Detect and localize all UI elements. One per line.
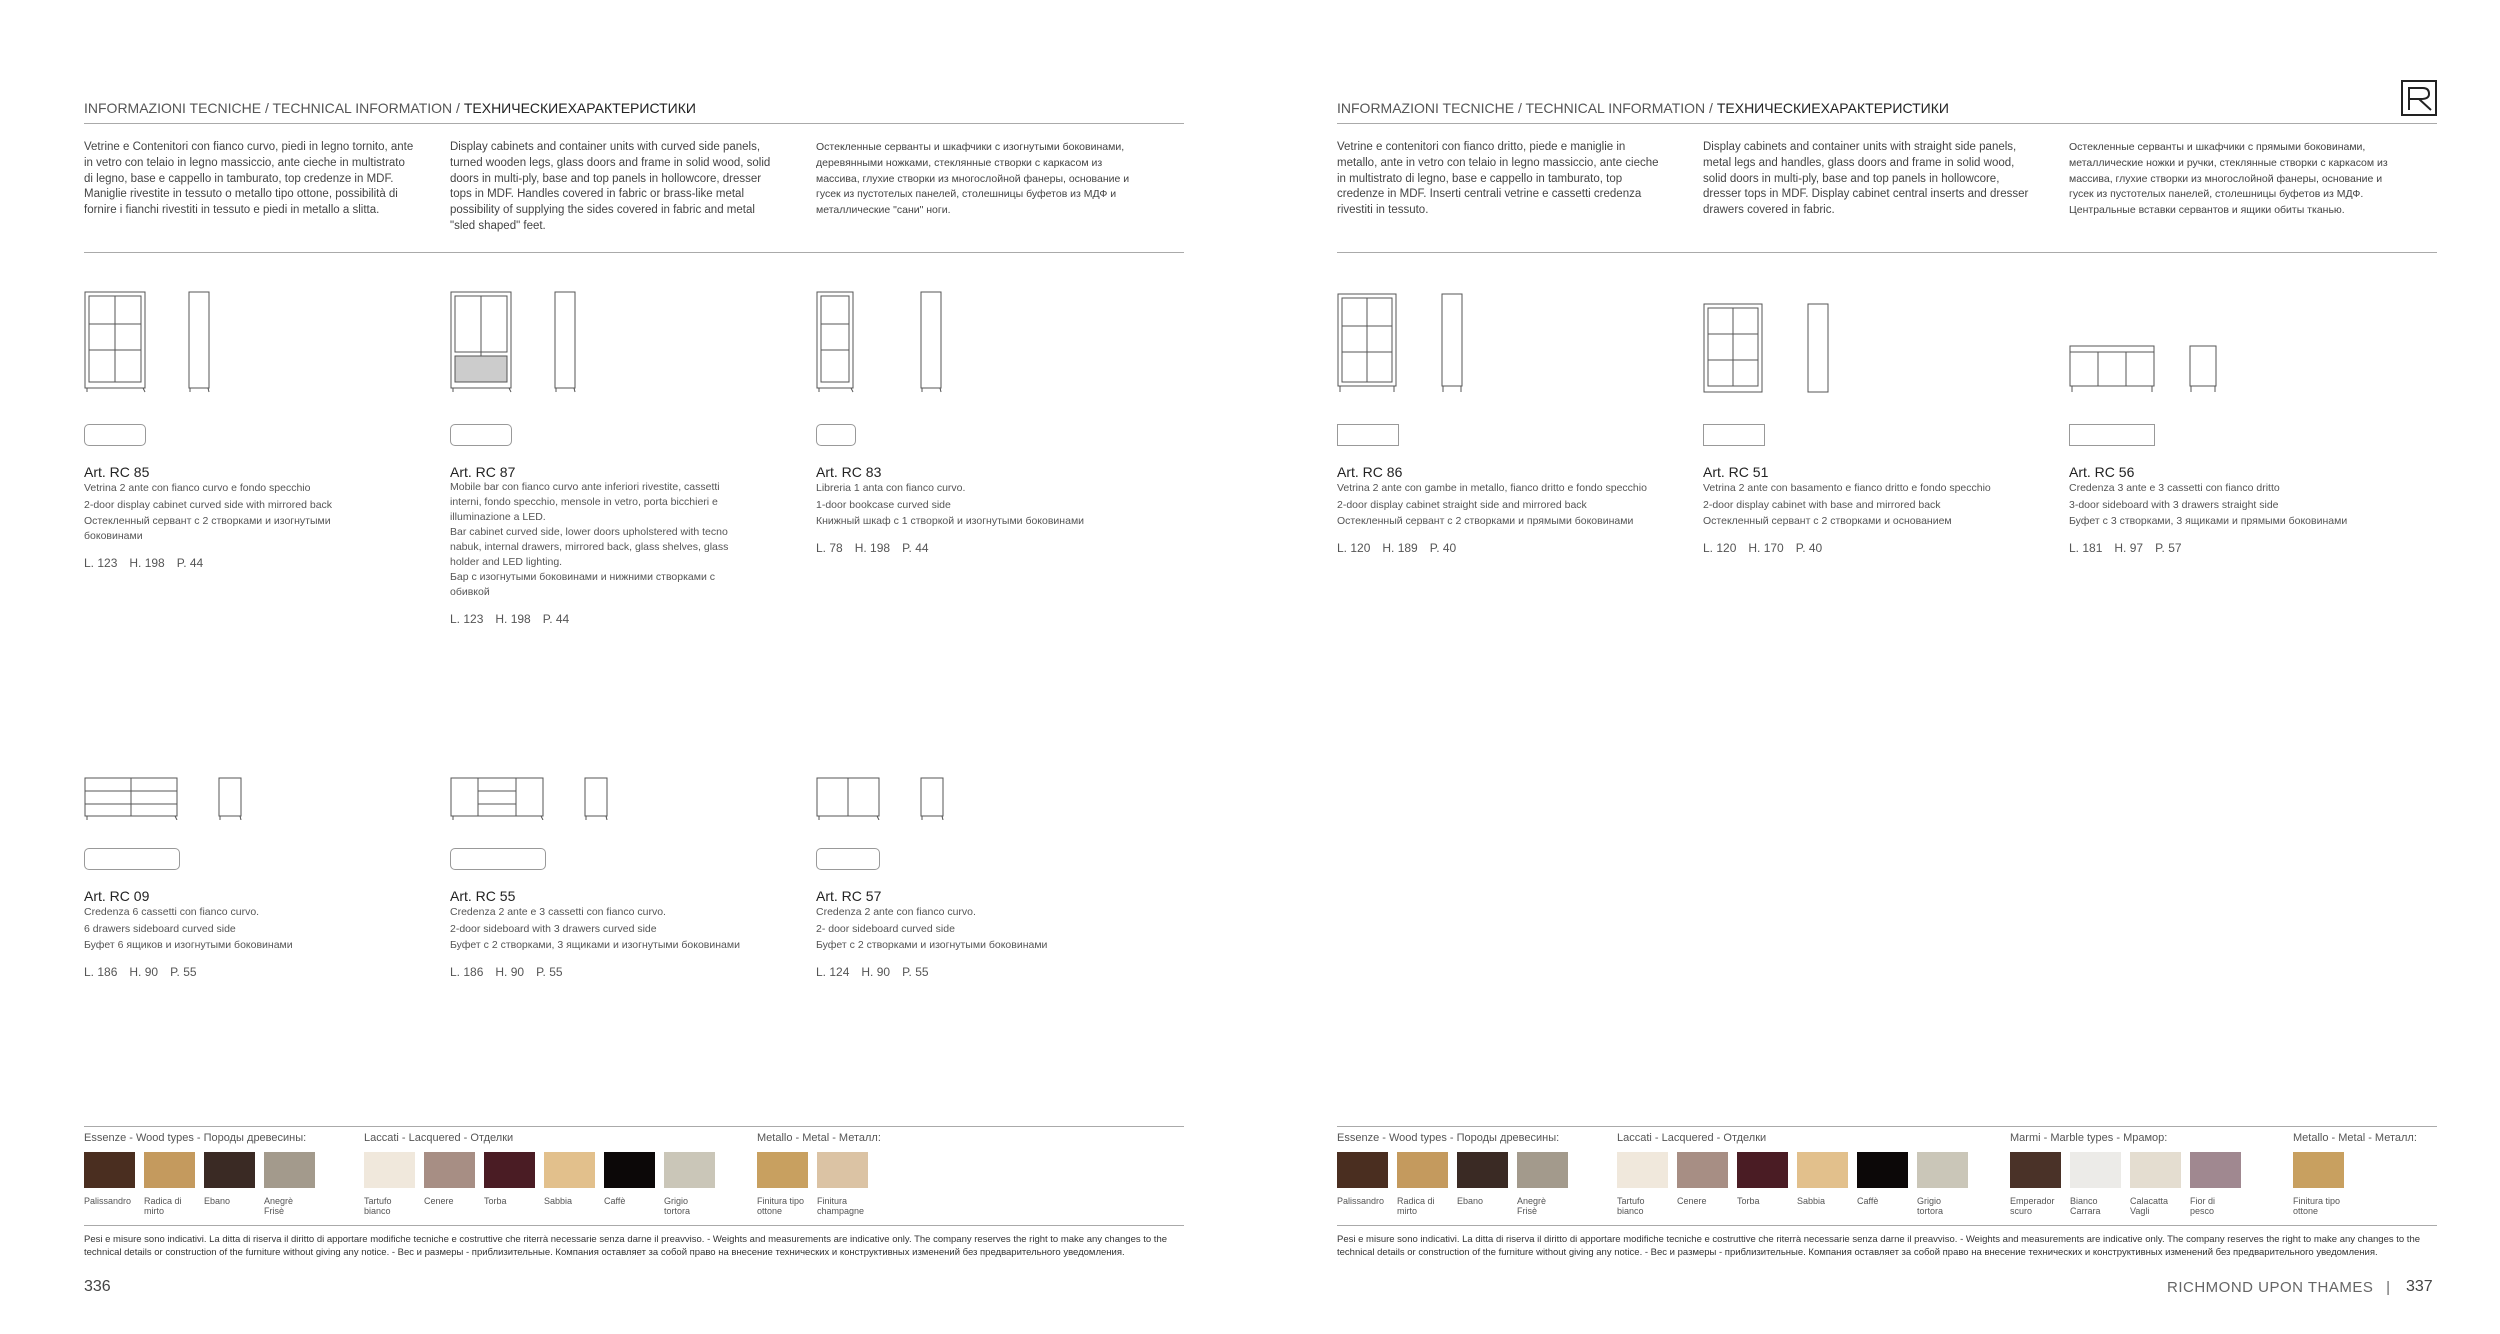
section-header: INFORMAZIONI TECNICHE / TECHNICAL INFORMATION / ТЕХНИЧЕСКИЕХАРАКТЕРИСТИКИ xyxy=(1337,100,1949,116)
finish-tag xyxy=(84,424,146,446)
swatch: Ebano xyxy=(1457,1152,1508,1216)
cabinet-drawing xyxy=(84,288,224,398)
lacquer-swatches: Laccati - Lacquered - Отделки Tartufo bianco Cenere Torba Sabbia Caffè Grigio tortora xyxy=(1617,1132,1968,1216)
swatch: Palissandro xyxy=(84,1152,135,1216)
item-desc-en: 2- door sideboard curved side xyxy=(816,923,955,935)
cabinet-drawing xyxy=(1337,288,1477,398)
divider xyxy=(84,1225,1184,1226)
divider xyxy=(1337,252,2437,253)
product-rc83 xyxy=(816,288,1116,555)
cabinet-drawing xyxy=(450,288,590,398)
product-rc57 xyxy=(816,720,1116,979)
sideboard-drawing xyxy=(816,720,986,820)
product-drawing xyxy=(2069,288,2369,398)
product-drawing xyxy=(816,720,1116,820)
wood-swatches: Essenze - Wood types - Породы древесины: Palissandro Radica di mirto Ebano Anegrè Frisè xyxy=(84,1132,315,1216)
collection-name: RICHMOND UPON THAMES | xyxy=(2167,1279,2391,1296)
product-rc55 xyxy=(450,720,750,979)
dimensions: L. 186 H. 90 P. 55 xyxy=(450,965,563,979)
page-number: 336 xyxy=(84,1278,111,1295)
swatch: Sabbia xyxy=(544,1152,595,1216)
finish-tag xyxy=(2069,424,2155,446)
finish-tag xyxy=(816,848,880,870)
article-code: Art. RC 83 xyxy=(816,464,882,480)
product-rc85 xyxy=(84,288,384,570)
swatch: Tartufo bianco xyxy=(364,1152,415,1216)
section-header: INFORMAZIONI TECNICHE / TECHNICAL INFORMATION / ТЕХНИЧЕСКИЕХАРАКТЕРИСТИКИ xyxy=(84,100,696,116)
swatch: Radica di mirto xyxy=(144,1152,195,1216)
dimensions: L. 120 H. 170 P. 40 xyxy=(1703,541,1823,555)
article-code: Art. RC 86 xyxy=(1337,464,1403,480)
divider xyxy=(84,123,1184,124)
item-desc-en: Bar cabinet curved side, lower doors upholstered with tecno nabuk, internal drawers, mirrored back, glass shelves, glass holder and LED lighting. xyxy=(450,526,729,568)
product-drawing xyxy=(84,720,384,820)
finish-tag xyxy=(84,848,180,870)
product-drawing xyxy=(1703,288,2003,398)
product-rc87 xyxy=(450,288,750,626)
item-desc-ru: Книжный шкаф с 1 створкой и изогнутыми боковинами xyxy=(816,515,1085,527)
swatch: Tartufo bianco xyxy=(1617,1152,1668,1216)
description-italian: Vetrine e contenitori con fianco dritto, piede e maniglie in metallo, ante in vetro con telaio in legno massiccio, ante cieche in multistrato di legno, base e cappello in tamburato, top credenze in MDF. Inserti centrali vetrine e cassetti credenza rivestiti in tessuto. xyxy=(1337,141,1659,217)
dimensions: L. 123 H. 198 P. 44 xyxy=(84,556,204,570)
item-desc-ru: Буфет с 3 створками, 3 ящиками и прямыми боковинами xyxy=(2069,515,2348,527)
disclaimer: Pesi e misure sono indicativi. La ditta di riserva il diritto di apportare modifiche tecniche e costruttive che riterrà necessarie senza darne il preavviso. - Weights and measurements are indicative only. The company reserves the right to make any changes to the technical details or construction of the furniture without giving any notice. - Вес и размеры - приблизительные. Компания оставляет за собой право на внесение технических и конструктивных изменений без предварительного уведомления. xyxy=(84,1234,1168,1258)
item-desc-en: 3-door sideboard with 3 drawers straight side xyxy=(2069,499,2279,511)
item-desc-ru: Буфет с 2 створками, 3 ящиками и изогнутыми боковинами xyxy=(450,939,740,951)
swatch: Finitura champagne xyxy=(817,1152,868,1216)
swatch: Caffè xyxy=(604,1152,655,1216)
item-desc-ru: Бар с изогнутыми боковинами и нижними створками с обивкой xyxy=(450,571,716,598)
divider xyxy=(1337,1126,2437,1127)
item-desc-ru: Остекленный сервант с 2 створками и основанием xyxy=(1703,515,1952,527)
finish-tag xyxy=(816,424,856,446)
item-desc-it: Libreria 1 anta con fianco curvo. xyxy=(816,482,966,494)
swatch: Radica di mirto xyxy=(1397,1152,1448,1216)
article-code: Art. RC 56 xyxy=(2069,464,2135,480)
brand-logo-icon xyxy=(2401,80,2437,116)
swatch: Caffè xyxy=(1857,1152,1908,1216)
item-desc-it: Mobile bar con fianco curvo ante inferiori rivestite, cassetti interni, fondo specchio, mensole in vetro, porta bicchieri e illuminazione a LED. xyxy=(450,481,720,523)
product-drawing xyxy=(450,288,750,398)
bookcase-drawing xyxy=(816,288,956,398)
product-rc56 xyxy=(2069,288,2369,555)
swatch: Grigio tortora xyxy=(664,1152,715,1216)
item-desc-ru: Буфет с 2 створками и изогнутыми боковинами xyxy=(816,939,1048,951)
item-desc-en: 6 drawers sideboard curved side xyxy=(84,923,236,935)
item-desc-it: Vetrina 2 ante con fianco curvo e fondo specchio xyxy=(84,482,311,494)
article-code: Art. RC 57 xyxy=(816,888,882,904)
swatch: Finitura tipo ottone xyxy=(757,1152,808,1216)
description-russian: Остекленные серванты и шкафчики с изогнутыми боковинами, деревянными ножками, стеклянные створки с каркасом из массива, глухие створки из многослойной фанеры, основание и гусек из пустотелых панелей, столешницы буфетов из МДФ и металлические "сани" ноги. xyxy=(816,141,1130,217)
article-code: Art. RC 87 xyxy=(450,464,516,480)
item-desc-en: 2-door display cabinet curved side with mirrored back xyxy=(84,499,333,511)
swatch: Finitura tipo ottone xyxy=(2293,1152,2344,1216)
description-english: Display cabinets and container units with curved side panels, turned wooden legs, glass doors and frame in solid wood, solid doors in multi-ply, base and top panels in hollowcore, dresser tops in MDF. Handles covered in fabric or brass-like metal possibility of supplying the sides covered in fabric and metal "sled shaped" feet. xyxy=(450,141,771,232)
product-rc09 xyxy=(84,720,384,979)
swatch: Palissandro xyxy=(1337,1152,1388,1216)
item-desc-en: 2-door sideboard with 3 drawers curved side xyxy=(450,923,657,935)
item-desc-ru: Остекленный сервант с 2 створками и изогнутыми боковинами xyxy=(84,515,331,542)
marble-swatches: Marmi - Marble types - Мрамор: Emperador scuro Bianco Carrara Calacatta Vagli Fior di pesco xyxy=(2010,1132,2241,1216)
article-code: Art. RC 55 xyxy=(450,888,516,904)
page-number: 337 xyxy=(2406,1278,2433,1295)
dimensions: L. 186 H. 90 P. 55 xyxy=(84,965,197,979)
item-desc-en: 2-door display cabinet with base and mirrored back xyxy=(1703,499,1941,511)
item-desc-en: 2-door display cabinet straight side and mirrored back xyxy=(1337,499,1587,511)
swatch: Cenere xyxy=(1677,1152,1728,1216)
swatch: Emperador scuro xyxy=(2010,1152,2061,1216)
cabinet-drawing xyxy=(1703,288,1843,398)
article-code: Art. RC 09 xyxy=(84,888,150,904)
product-drawing xyxy=(1337,288,1637,398)
item-desc-ru: Остекленный сервант с 2 створками и прямыми боковинами xyxy=(1337,515,1634,527)
swatch: Sabbia xyxy=(1797,1152,1848,1216)
dimensions: L. 78 H. 198 P. 44 xyxy=(816,541,929,555)
article-code: Art. RC 85 xyxy=(84,464,150,480)
right-page xyxy=(1337,0,2437,1334)
product-rc86 xyxy=(1337,288,1647,555)
lacquer-swatches: Laccati - Lacquered - Отделки Tartufo bianco Cenere Torba Sabbia Caffè Grigio tortora xyxy=(364,1132,715,1216)
left-page xyxy=(84,0,1184,1334)
item-desc-it: Credenza 6 cassetti con fianco curvo. xyxy=(84,906,260,918)
description-english: Display cabinets and container units with straight side panels, metal legs and handles, glass doors and frame in solid wood, solid doors in multi-ply, base and top panels in hollowcore, dresser tops in MDF. Display cabinet central inserts and dresser drawers covered in fabric. xyxy=(1703,141,2029,217)
swatch: Grigio tortora xyxy=(1917,1152,1968,1216)
product-drawing xyxy=(84,288,384,398)
item-desc-it: Vetrina 2 ante con basamento e fianco dritto e fondo specchio xyxy=(1703,482,1991,494)
item-desc-it: Vetrina 2 ante con gambe in metallo, fianco dritto e fondo specchio xyxy=(1337,482,1647,494)
item-desc-it: Credenza 3 ante e 3 cassetti con fianco dritto xyxy=(2069,482,2280,494)
sideboard-drawing xyxy=(2069,288,2239,398)
swatch: Anegrè Frisè xyxy=(264,1152,315,1216)
swatch: Anegrè Frisè xyxy=(1517,1152,1568,1216)
finish-tag xyxy=(450,424,512,446)
sideboard-drawing xyxy=(84,720,254,820)
divider xyxy=(1337,123,2437,124)
divider xyxy=(84,252,1184,253)
description-russian: Остекленные серванты и шкафчики с прямыми боковинами, металлические ножки и ручки, стеклянные створки с каркасом из массива, глухие створки из многослойной фанеры, основание и гусек из пустотелых панелей, столешницы буфетов из МДФ. Центральные вставки сервантов и ящики обиты тканью. xyxy=(2069,141,2388,217)
item-desc-en: 1-door bookcase curved side xyxy=(816,499,951,511)
dimensions: L. 120 H. 189 P. 40 xyxy=(1337,541,1457,555)
finish-tag xyxy=(450,848,546,870)
wood-swatches: Essenze - Wood types - Породы древесины: Palissandro Radica di mirto Ebano Anegrè Frisè xyxy=(1337,1132,1568,1216)
metal-swatches: Metallo - Metal - Металл: Finitura tipo ottone xyxy=(2293,1132,2417,1216)
product-drawing xyxy=(816,288,1116,398)
metal-swatches: Metallo - Metal - Металл: Finitura tipo ottone Finitura champagne xyxy=(757,1132,881,1216)
swatch: Bianco Carrara xyxy=(2070,1152,2121,1216)
dimensions: L. 181 H. 97 P. 57 xyxy=(2069,541,2182,555)
swatch: Torba xyxy=(484,1152,535,1216)
item-desc-it: Credenza 2 ante e 3 cassetti con fianco curvo. xyxy=(450,906,666,918)
item-desc-ru: Буфет 6 ящиков и изогнутыми боковинами xyxy=(84,939,293,951)
finish-tag xyxy=(1703,424,1765,446)
divider xyxy=(84,1126,1184,1127)
swatch: Ebano xyxy=(204,1152,255,1216)
sideboard-drawing xyxy=(450,720,620,820)
swatch: Cenere xyxy=(424,1152,475,1216)
description-italian: Vetrine e Contenitori con fianco curvo, piedi in legno tornito, ante in vetro con telaio in legno massiccio, ante cieche in multistrato di legno, base e cappello in tamburato, top credenze in MDF. Maniglie rivestite in tessuto o metallo tipo ottone, possibilità di fornire i fianchi rivestiti in tessuto e piedi in metallo a slitta. xyxy=(84,141,414,217)
dimensions: L. 124 H. 90 P. 55 xyxy=(816,965,929,979)
swatch: Calacatta Vagli xyxy=(2130,1152,2181,1216)
swatch: Torba xyxy=(1737,1152,1788,1216)
article-code: Art. RC 51 xyxy=(1703,464,1769,480)
item-desc-it: Credenza 2 ante con fianco curvo. xyxy=(816,906,976,918)
product-drawing xyxy=(450,720,750,820)
product-rc51 xyxy=(1703,288,2003,555)
finish-tag xyxy=(1337,424,1399,446)
dimensions: L. 123 H. 198 P. 44 xyxy=(450,612,570,626)
swatch: Fior di pesco xyxy=(2190,1152,2241,1216)
divider xyxy=(1337,1225,2437,1226)
disclaimer: Pesi e misure sono indicativi. La ditta di riserva il diritto di apportare modifiche tecniche e costruttive che riterrà necessarie senza darne il preavviso. - Weights and measurements are indicative only. The company reserves the right to make any changes to the technical details or construction of the furniture without giving any notice. - Вес и размеры - приблизительные. Компания оставляет за собой право на внесение технических и конструктивных изменений без предварительного уведомления. xyxy=(1337,1234,2421,1258)
